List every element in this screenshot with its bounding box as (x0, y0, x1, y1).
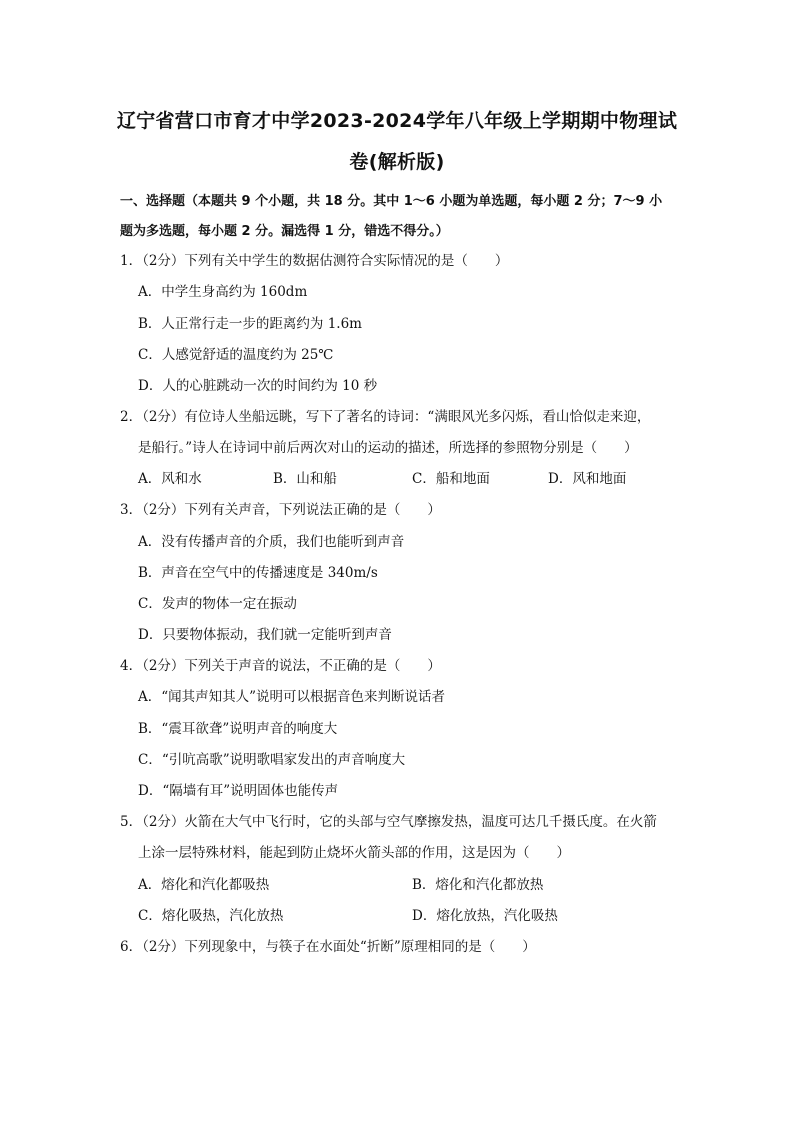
question-5-option-d: D．熔化放热，汽化吸热 (412, 908, 558, 924)
question-3-stem: 3．（2分）下列有关声音，下列说法正确的是（ ） (120, 502, 441, 518)
question-2-option-a: A．风和水 (138, 471, 202, 487)
question-3-option-b: B．声音在空气中的传播速度是 340m/s (138, 565, 378, 581)
question-4-option-b: B．“震耳欲聋”说明声音的响度大 (138, 721, 338, 737)
question-5-option-a: A．熔化和汽化都吸热 (138, 877, 270, 893)
question-5-option-b: B．熔化和汽化都放热 (412, 877, 544, 893)
question-4-option-a: A．“闻其声知其人”说明可以根据音色来判断说话者 (138, 689, 446, 705)
question-1-option-b: B．人正常行走一步的距离约为 1.6m (138, 316, 362, 332)
question-2-stem-line-2: 是船行。”诗人在诗词中前后两次对山的运动的描述，所选择的参照物分别是（ ） (138, 440, 638, 456)
question-1-option-c: C．人感觉舒适的温度约为 25℃ (138, 347, 334, 363)
question-2-option-c: C．船和地面 (412, 471, 490, 487)
question-6-stem: 6．（2分）下列现象中，与筷子在水面处“折断”原理相同的是（ ） (120, 939, 536, 955)
question-4-stem: 4．（2分）下列关于声音的说法，不正确的是（ ） (120, 658, 441, 674)
section-heading-line-1: 一、选择题（本题共 9 个小题，共 18 分。其中 1～6 小题为单选题，每小题 2 分；7～9 小 (120, 194, 663, 209)
question-2-option-b: B．山和船 (273, 471, 337, 487)
page-title-line-2: 卷(解析版) (349, 151, 445, 173)
question-1-option-a: A．中学生身高约为 160dm (138, 284, 308, 300)
question-3-option-c: C．发声的物体一定在振动 (138, 596, 297, 612)
question-5-stem-line-2: 上涂一层特殊材料，能起到防止烧坏火箭头部的作用，这是因为（ ） (138, 845, 570, 861)
question-1-stem: 1．（2分）下列有关中学生的数据估测符合实际情况的是（ ） (120, 253, 509, 269)
question-4-option-d: D．“隔墙有耳”说明固体也能传声 (138, 783, 339, 799)
page-title-line-1: 辽宁省营口市育才中学2023-2024学年八年级上学期期中物理试 (116, 110, 678, 132)
question-2-stem-line-1: 2．（2分）有位诗人坐船远眺，写下了著名的诗词：“满眼风光多闪烁，看山恰似走来迎， (120, 409, 651, 425)
question-3-option-a: A．没有传播声音的介质，我们也能听到声音 (138, 534, 405, 550)
question-3-option-d: D．只要物体振动，我们就一定能听到声音 (138, 627, 392, 643)
question-2-option-d: D．风和地面 (548, 471, 627, 487)
question-5-stem-line-1: 5．（2分）火箭在大气中飞行时，它的头部与空气摩擦发热，温度可达几千摄氏度。在火箭 (120, 814, 657, 830)
section-heading-line-2: 题为多选题，每小题 2 分。漏选得 1 分，错选不得分。） (120, 224, 449, 239)
question-1-option-d: D．人的心脏跳动一次的时间约为 10 秒 (138, 378, 378, 394)
question-5-option-c: C．熔化吸热，汽化放热 (138, 908, 284, 924)
question-4-option-c: C．“引吭高歌”说明歌唱家发出的声音响度大 (138, 752, 406, 768)
